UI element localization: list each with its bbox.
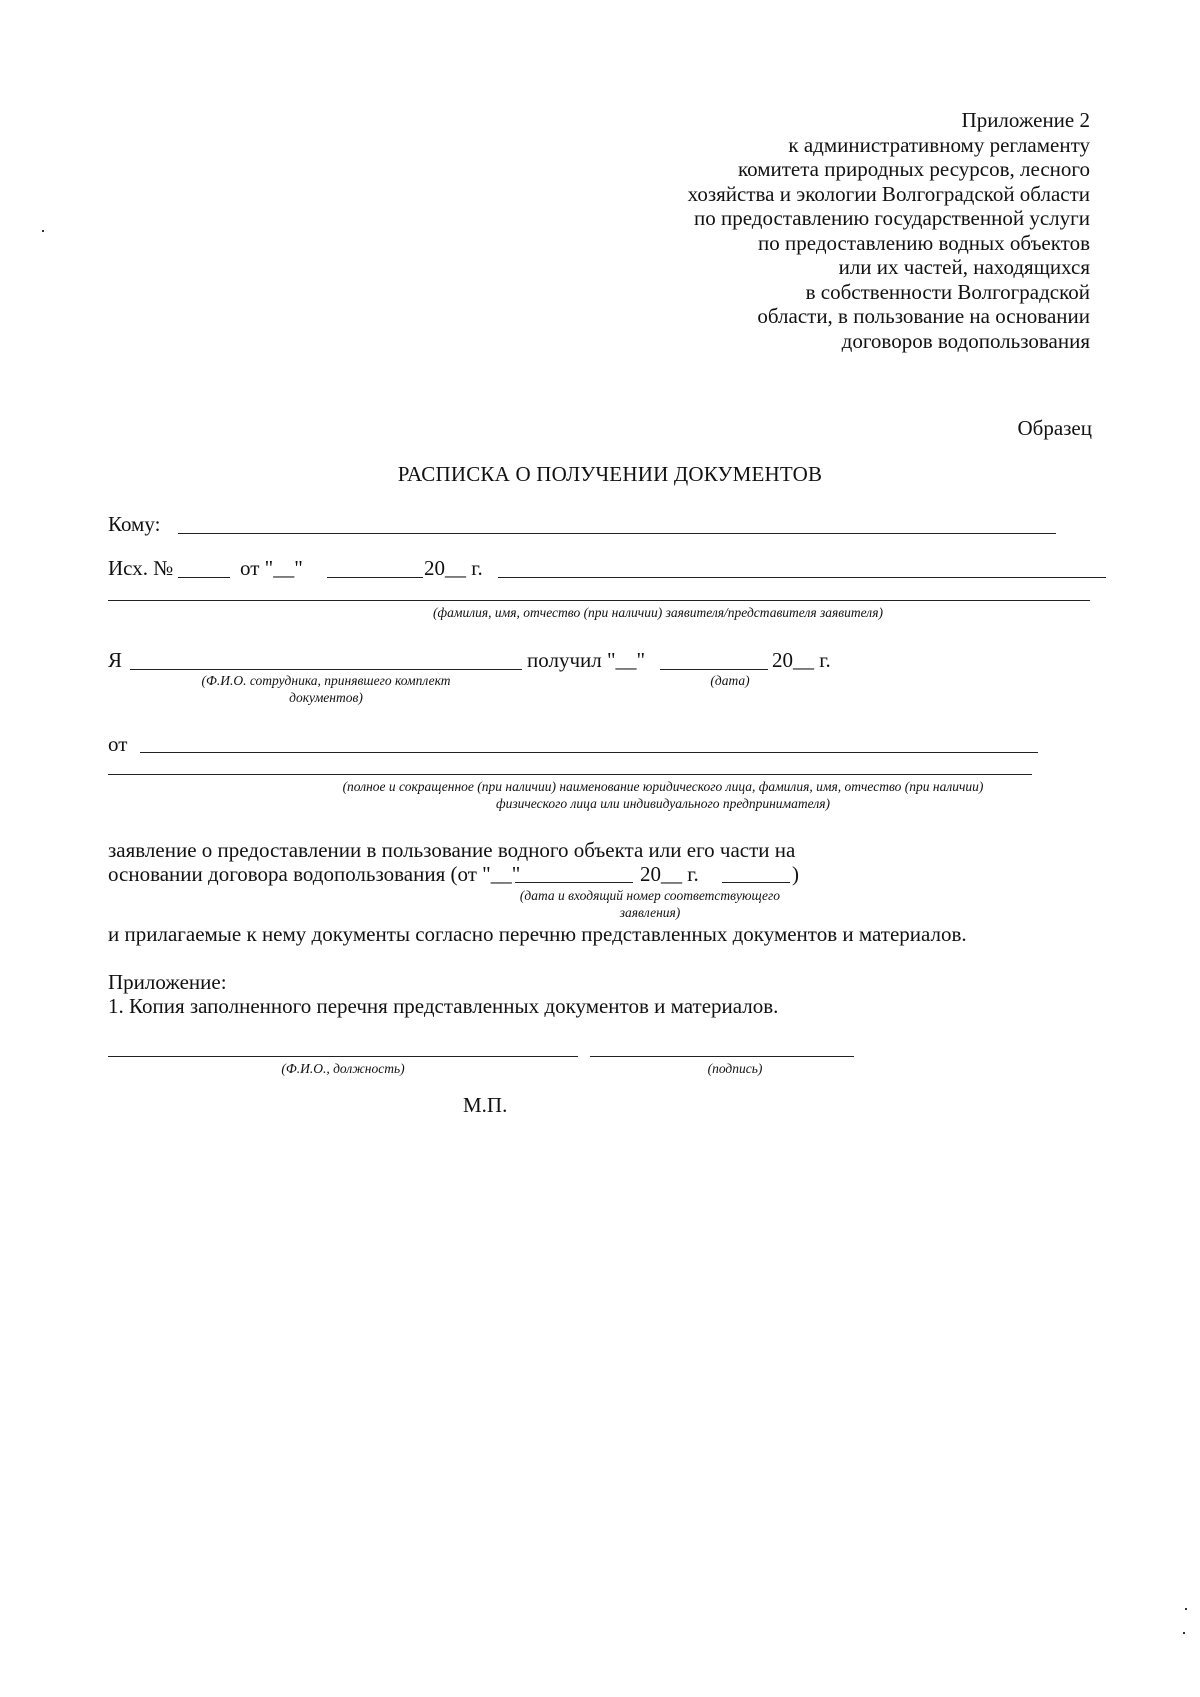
signature-name-field[interactable]	[108, 1056, 578, 1057]
outgoing-date-label: от "__"	[240, 556, 303, 580]
applicant-name-field[interactable]	[108, 600, 1090, 601]
signature-caption: (подпись)	[707, 1061, 763, 1076]
outgoing-extra-field[interactable]	[498, 577, 1106, 578]
received-date-field[interactable]	[660, 669, 768, 670]
statement-line-3: и прилагаемые к нему документы согласно перечню представленных документов и материалов.	[108, 922, 967, 946]
outgoing-date-field[interactable]	[327, 577, 423, 578]
from-field-continued[interactable]	[108, 774, 1032, 775]
employee-caption	[130, 672, 522, 706]
statement-number-field[interactable]	[722, 882, 790, 883]
outgoing-number-label: Исх. №	[108, 556, 174, 580]
received-label: получил "__"	[527, 648, 646, 672]
statement-line-2: основании договора водопользования (от "__"	[108, 862, 521, 886]
header-line: Приложение 2	[961, 108, 1090, 132]
attachment-label: Приложение:	[108, 970, 227, 994]
scan-speck	[42, 230, 44, 232]
i-label: Я	[108, 648, 123, 672]
to-label: Кому:	[108, 512, 161, 536]
applicant-caption: (фамилия, имя, отчество (при наличии) заявителя/представителя заявителя)	[433, 605, 883, 620]
date-caption: (дата)	[710, 673, 750, 688]
header-line: или их частей, находящихся	[838, 255, 1090, 279]
statement-caption	[470, 887, 830, 921]
scan-speck	[1183, 1632, 1185, 1634]
employee-caption-line: документов)	[289, 690, 363, 705]
header-line: по предоставлению государственной услуги	[694, 206, 1090, 230]
employee-caption-line: (Ф.И.О. сотрудника, принявшего комплект	[201, 673, 451, 688]
employee-name-field[interactable]	[130, 669, 522, 670]
signature-field[interactable]	[590, 1056, 854, 1057]
header-line: области, в пользование на основании	[757, 304, 1090, 328]
header-line: хозяйства и экологии Волгоградской области	[687, 181, 1090, 206]
header-line: по предоставлению водных объектов	[758, 230, 1090, 255]
received-year-label: 20__ г.	[772, 648, 831, 672]
from-field[interactable]	[140, 752, 1038, 753]
header-line: комитета природных ресурсов, лесного	[737, 157, 1090, 181]
to-field[interactable]	[178, 533, 1056, 534]
header-line: договоров водопользования	[841, 328, 1090, 353]
header-line: в собственности Волгоградской	[805, 279, 1090, 304]
statement-line-1: заявление о предоставлении в пользование водного объекта или его части на	[108, 838, 796, 862]
scan-speck	[1185, 1608, 1187, 1610]
stamp-label: М.П.	[463, 1093, 508, 1117]
statement-close: )	[792, 862, 799, 886]
entity-caption-line: (полное и сокращенное (при наличии) наименование юридического лица, фамилия, имя, отчество (при наличии)	[342, 779, 984, 794]
attachment-item: 1. Копия заполненного перечня представленных документов и материалов.	[108, 994, 779, 1018]
outgoing-number-field[interactable]	[178, 577, 230, 578]
appendix-header	[570, 108, 1090, 353]
sample-label: Образец	[1017, 416, 1092, 440]
from-label: от	[108, 732, 128, 756]
signature-name-caption: (Ф.И.О., должность)	[281, 1061, 405, 1076]
entity-caption	[108, 778, 1200, 812]
statement-caption-line: заявления)	[619, 905, 681, 920]
entity-caption-line: физического лица или индивидуального предпринимателя)	[496, 796, 830, 811]
statement-year-label: 20__ г.	[640, 862, 699, 886]
header-line: к административному регламенту	[788, 132, 1090, 157]
outgoing-year-label: 20__ г.	[424, 556, 483, 580]
document-title: РАСПИСКА О ПОЛУЧЕНИИ ДОКУМЕНТОВ	[397, 462, 823, 486]
statement-caption-line: (дата и входящий номер соответствующего	[519, 888, 781, 903]
statement-date-field[interactable]	[515, 882, 633, 883]
